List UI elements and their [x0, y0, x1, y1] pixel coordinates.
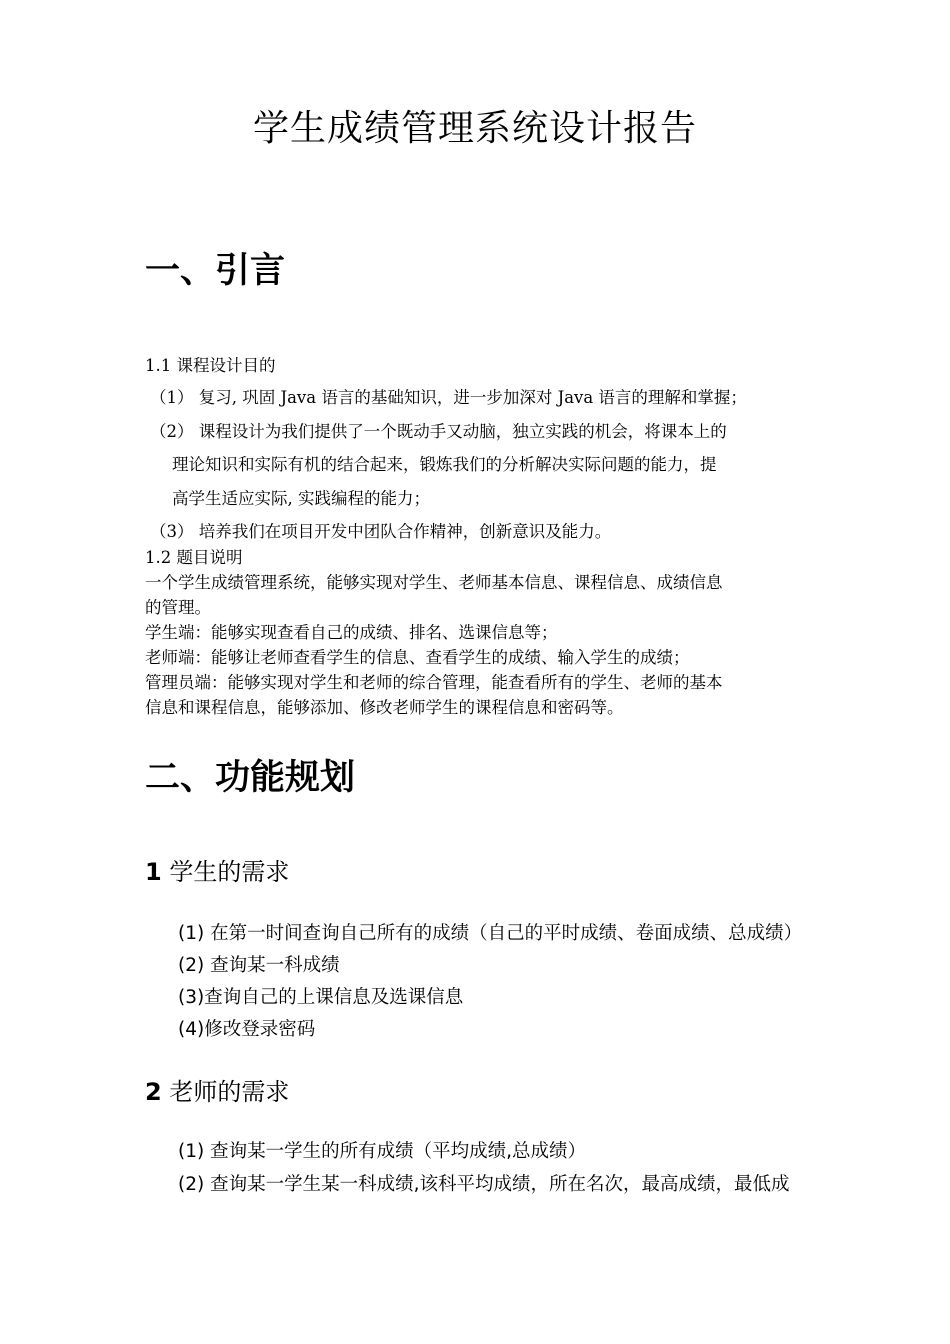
teacher-side-description: 老师端：能够让老师查看学生的信息、查看学生的成绩、输入学生的成绩；	[145, 648, 690, 667]
purpose-item-2-line-2: 理论知识和实际有机的结合起来，锻炼我们的分析解决实际问题的能力，提	[172, 455, 717, 474]
admin-side-description-line-1: 管理员端：能够实现对学生和老师的综合管理，能查看所有的学生、老师的基本	[145, 673, 723, 692]
subheading-student-needs	[145, 852, 289, 887]
subheading-label: 老师的需求	[169, 1078, 290, 1106]
purpose-item-3: （3） 培养我们在项目开发中团队合作精神，创新意识及能力。	[150, 522, 612, 541]
purpose-item-2-line-1: （2） 课程设计为我们提供了一个既动手又动脑，独立实践的机会，将课本上的	[150, 422, 727, 441]
admin-side-description-line-2: 信息和课程信息，能够添加、修改老师学生的课程信息和密码等。	[145, 698, 624, 717]
subheading-teacher-needs	[145, 1072, 289, 1107]
student-need-item-3: (3)查询自己的上课信息及选课信息	[178, 987, 464, 1008]
student-side-description: 学生端：能够实现查看自己的成绩、排名、选课信息等；	[145, 623, 558, 642]
teacher-need-item-2: (2) 查询某一学生某一科成绩,该科平均成绩，所在名次，最高成绩，最低成	[178, 1174, 790, 1195]
section-heading-introduction: 一、引言	[145, 251, 286, 291]
student-need-item-4: (4)修改登录密码	[178, 1019, 316, 1040]
subheading-topic-description: 1.2 题目说明	[145, 548, 243, 567]
subheading-number: 2	[145, 1078, 162, 1106]
student-need-item-2: (2) 查询某一科成绩	[178, 955, 340, 976]
description-line-1: 一个学生成绩管理系统，能够实现对学生、老师基本信息、课程信息、成绩信息	[145, 573, 723, 592]
purpose-item-1: （1） 复习, 巩固 Java 语言的基础知识，进一步加深对 Java 语言的理解和掌握；	[150, 388, 747, 407]
subheading-number: 1	[145, 858, 162, 886]
subheading-course-purpose: 1.1 课程设计目的	[145, 356, 276, 375]
subheading-label: 学生的需求	[169, 858, 290, 886]
student-need-item-1: (1) 在第一时间查询自己所有的成绩（自己的平时成绩、卷面成绩、总成绩）	[178, 923, 803, 944]
purpose-item-2-line-3: 高学生适应实际, 实践编程的能力；	[172, 489, 430, 508]
description-line-2: 的管理。	[145, 598, 211, 617]
document-title: 学生成绩管理系统设计报告	[252, 108, 697, 149]
teacher-need-item-1: (1) 查询某一学生的所有成绩（平均成绩,总成绩）	[178, 1141, 586, 1162]
section-heading-function-planning: 二、功能规划	[145, 758, 356, 798]
